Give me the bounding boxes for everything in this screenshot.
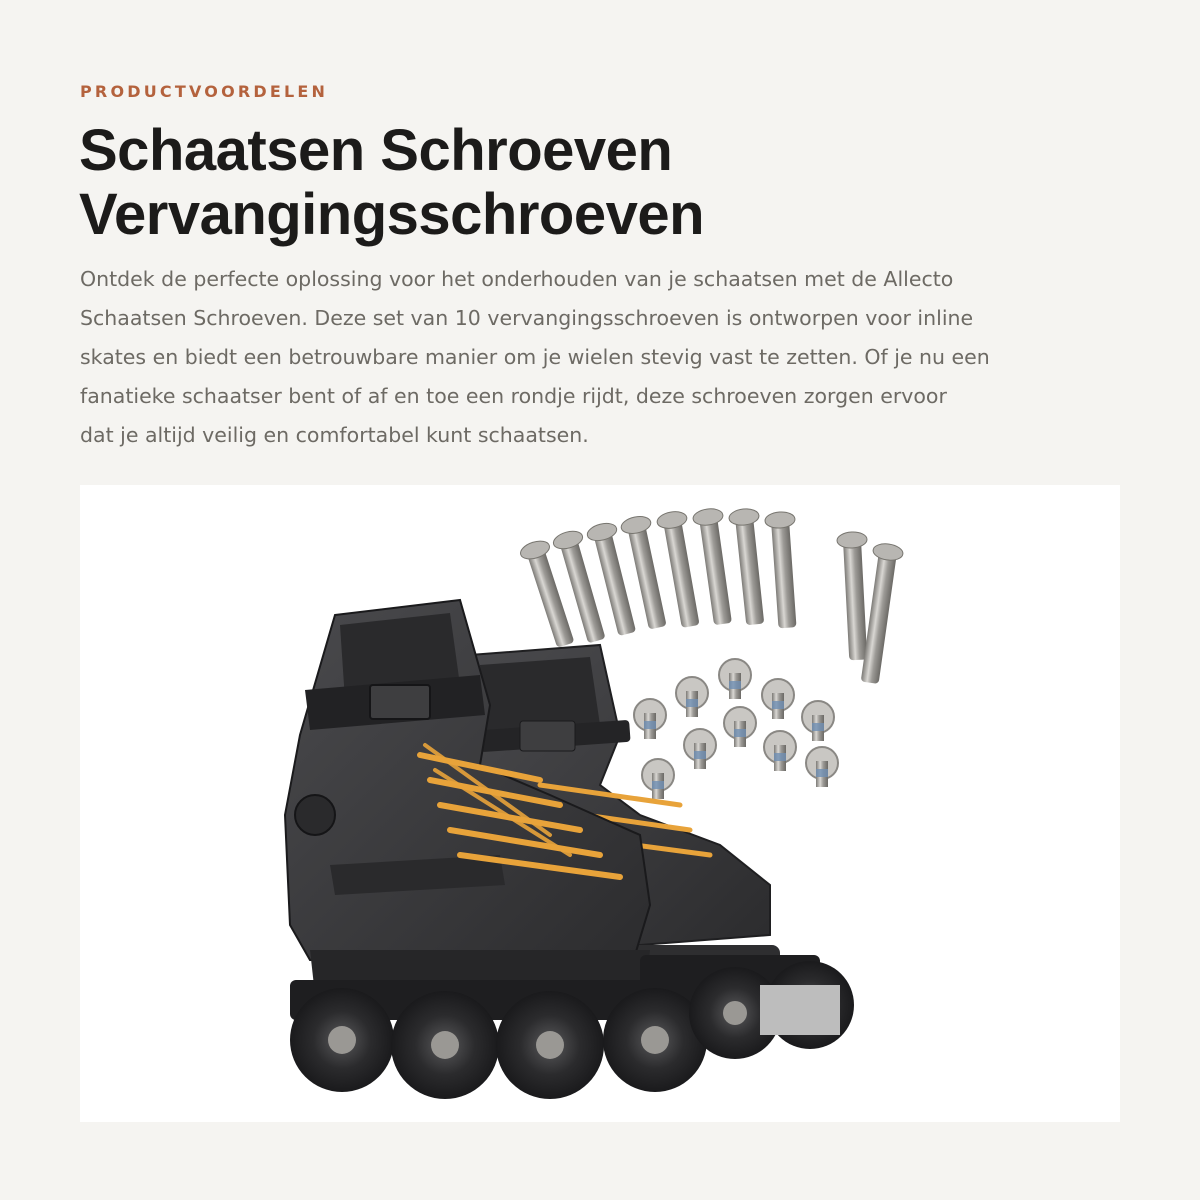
- title-line-2: Vervangingsschroeven: [79, 182, 705, 247]
- description-line-5: dat je altijd veilig en comfortabel kunt schaatsen.: [80, 423, 589, 447]
- product-image: [80, 485, 1120, 1122]
- short-bolts: [634, 659, 838, 799]
- product-description: [80, 260, 1090, 455]
- redaction-block: [760, 985, 840, 1035]
- description-line-2: Schaatsen Schroeven. Deze set van 10 vervangingsschroeven is ontworpen voor inline: [80, 306, 974, 330]
- section-eyebrow: PRODUCTVOORDELEN: [80, 82, 329, 101]
- product-illustration: [80, 485, 1120, 1122]
- description-line-3: skates en biedt een betrouwbare manier om je wielen stevig vast te zetten. Of je nu een: [80, 345, 990, 369]
- title-line-1: Schaatsen Schroeven: [79, 118, 673, 183]
- description-line-4: fanatieke schaatser bent of af en toe een rondje rijdt, deze schroeven zorgen ervoor: [80, 384, 947, 408]
- description-line-1: Ontdek de perfecte oplossing voor het onderhouden van je schaatsen met de Allecto: [80, 267, 954, 291]
- page-title: [79, 119, 1159, 247]
